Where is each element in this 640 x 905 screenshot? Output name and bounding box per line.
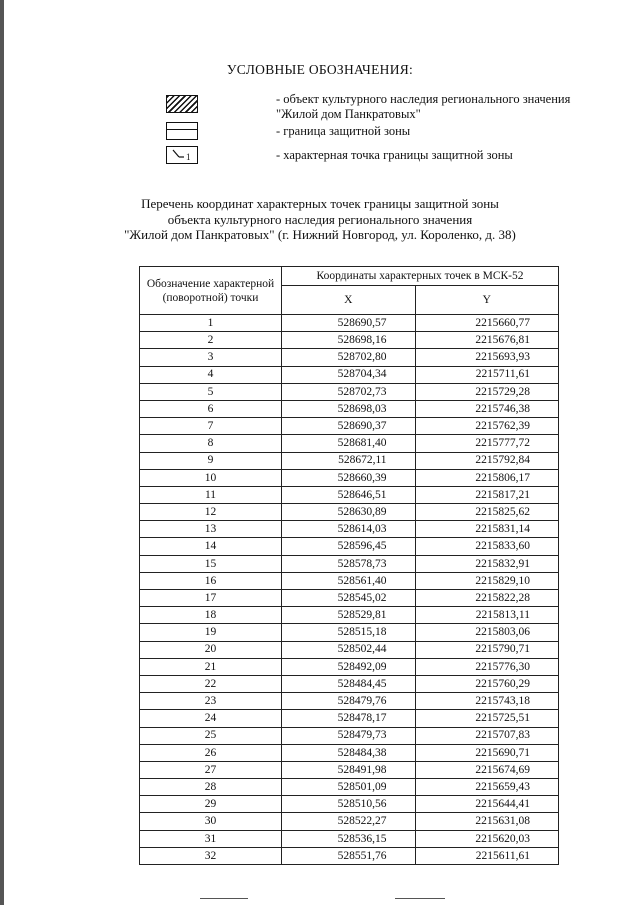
y-coordinate-cell: 2215776,30 [415,658,558,675]
table-row [140,624,559,641]
point-number-cell: 28 [140,779,282,796]
boundary-point-icon [166,146,198,164]
table-row [140,366,559,383]
table-row [140,486,559,503]
y-coordinate-cell: 2215729,28 [415,383,558,400]
y-coordinate-cell: 2215660,77 [415,315,558,332]
y-coordinate-cell: 2215825,62 [415,504,558,521]
coordinates-list-title [0,196,640,243]
x-coordinate-cell: 528578,73 [282,555,416,572]
point-number-cell: 12 [140,504,282,521]
x-coordinate-cell: 528492,09 [282,658,416,675]
x-coordinate-cell: 528672,11 [282,452,416,469]
x-coordinate-cell: 528646,51 [282,486,416,503]
header-coordinates: Координаты характерных точек в МСК-52 [282,267,559,286]
point-number-cell: 23 [140,693,282,710]
y-coordinate-cell: 2215792,84 [415,452,558,469]
table-row [140,847,559,864]
y-coordinate-cell: 2215631,08 [415,813,558,830]
y-coordinate-cell: 2215831,14 [415,521,558,538]
table-row [140,779,559,796]
x-coordinate-cell: 528698,16 [282,332,416,349]
y-coordinate-cell: 2215762,39 [415,418,558,435]
table-row [140,796,559,813]
y-coordinate-cell: 2215674,69 [415,761,558,778]
x-coordinate-cell: 528551,76 [282,847,416,864]
x-coordinate-cell: 528681,40 [282,435,416,452]
table-row [140,675,559,692]
point-number-cell: 9 [140,452,282,469]
x-coordinate-cell: 528529,81 [282,607,416,624]
y-coordinate-cell: 2215644,41 [415,796,558,813]
point-number-cell: 4 [140,366,282,383]
point-number-cell: 14 [140,538,282,555]
x-coordinate-cell: 528702,80 [282,349,416,366]
x-coordinate-cell: 528545,02 [282,590,416,607]
point-number-cell: 26 [140,744,282,761]
table-row [140,521,559,538]
table-row [140,727,559,744]
x-coordinate-cell: 528614,03 [282,521,416,538]
y-coordinate-cell: 2215693,93 [415,349,558,366]
table-row [140,452,559,469]
coordinates-table [139,266,559,865]
list-title-line-1: Перечень координат характерных точек границы защитной зоны [141,196,499,211]
y-coordinate-cell: 2215760,29 [415,675,558,692]
table-row [140,761,559,778]
point-number-cell: 21 [140,658,282,675]
y-coordinate-cell: 2215777,72 [415,435,558,452]
point-number-cell: 30 [140,813,282,830]
y-coordinate-cell: 2215829,10 [415,572,558,589]
x-coordinate-cell: 528536,15 [282,830,416,847]
page-edge [0,0,4,905]
x-coordinate-cell: 528596,45 [282,538,416,555]
x-coordinate-cell: 528660,39 [282,469,416,486]
y-coordinate-cell: 2215620,03 [415,830,558,847]
table-row [140,332,559,349]
x-coordinate-cell: 528502,44 [282,641,416,658]
point-number-cell: 17 [140,590,282,607]
table-row [140,830,559,847]
y-coordinate-cell: 2215711,61 [415,366,558,383]
table-row [140,693,559,710]
x-coordinate-cell: 528510,56 [282,796,416,813]
y-coordinate-cell: 2215707,83 [415,727,558,744]
point-number-cell: 32 [140,847,282,864]
legend-text-zone-boundary: - граница защитной зоны [276,124,411,138]
y-coordinate-cell: 2215790,71 [415,641,558,658]
table-row [140,607,559,624]
table-row [140,641,559,658]
point-number-cell: 24 [140,710,282,727]
point-number-cell: 3 [140,349,282,366]
x-coordinate-cell: 528484,45 [282,675,416,692]
y-coordinate-cell: 2215746,38 [415,400,558,417]
table-row [140,538,559,555]
point-number-cell: 5 [140,383,282,400]
table-row [140,400,559,417]
y-coordinate-cell: 2215743,18 [415,693,558,710]
y-coordinate-cell: 2215822,28 [415,590,558,607]
table-row [140,744,559,761]
header-point-designation: Обозначение характерной (поворотной) точки [140,267,282,315]
legend-text-boundary-point: - характерная точка границы защитной зоны [276,148,513,162]
x-coordinate-cell: 528704,34 [282,366,416,383]
x-coordinate-cell: 528479,76 [282,693,416,710]
table-row [140,383,559,400]
x-coordinate-cell: 528491,98 [282,761,416,778]
x-coordinate-cell: 528478,17 [282,710,416,727]
point-number-cell: 7 [140,418,282,435]
header-y: Y [415,286,558,315]
table-row [140,349,559,366]
table-row [140,572,559,589]
table-row [140,504,559,521]
point-number-cell: 2 [140,332,282,349]
point-number-cell: 15 [140,555,282,572]
y-coordinate-cell: 2215611,61 [415,847,558,864]
point-number-cell: 16 [140,572,282,589]
x-coordinate-cell: 528479,73 [282,727,416,744]
y-coordinate-cell: 2215803,06 [415,624,558,641]
hatched-square-icon [166,95,198,113]
x-coordinate-cell: 528702,73 [282,383,416,400]
point-number-cell: 1 [140,315,282,332]
point-number-cell: 11 [140,486,282,503]
table-row [140,555,559,572]
y-coordinate-cell: 2215725,51 [415,710,558,727]
table-row [140,590,559,607]
y-coordinate-cell: 2215806,17 [415,469,558,486]
point-number-cell: 20 [140,641,282,658]
table-row [140,658,559,675]
table-row [140,315,559,332]
table-row [140,813,559,830]
list-title-line-2: объекта культурного наследия регионального значения [167,211,473,227]
y-coordinate-cell: 2215676,81 [415,332,558,349]
y-coordinate-cell: 2215817,21 [415,486,558,503]
table-row [140,710,559,727]
legend-text-heritage-object: - объект культурного наследия регионального значения "Жилой дом Панкратовых" [276,92,571,121]
point-number-cell: 18 [140,607,282,624]
y-coordinate-cell: 2215832,91 [415,555,558,572]
point-number-cell: 25 [140,727,282,744]
point-number-cell: 22 [140,675,282,692]
point-number-cell: 19 [140,624,282,641]
x-coordinate-cell: 528698,03 [282,400,416,417]
header-x: X [282,286,416,315]
point-number-cell: 13 [140,521,282,538]
bottom-mark-2 [395,898,445,900]
x-coordinate-cell: 528522,27 [282,813,416,830]
y-coordinate-cell: 2215833,60 [415,538,558,555]
point-number-cell: 27 [140,761,282,778]
table-row [140,435,559,452]
y-coordinate-cell: 2215659,43 [415,779,558,796]
x-coordinate-cell: 528484,38 [282,744,416,761]
table-row [140,469,559,486]
point-number-cell: 31 [140,830,282,847]
legend-title: УСЛОВНЫЕ ОБОЗНАЧЕНИЯ: [226,62,414,77]
point-number-cell: 6 [140,400,282,417]
x-coordinate-cell: 528561,40 [282,572,416,589]
point-number-cell: 29 [140,796,282,813]
zone-boundary-icon [166,122,198,140]
point-number-cell: 8 [140,435,282,452]
x-coordinate-cell: 528690,37 [282,418,416,435]
x-coordinate-cell: 528515,18 [282,624,416,641]
y-coordinate-cell: 2215813,11 [415,607,558,624]
boundary-point-marker: 1 [186,152,191,162]
x-coordinate-cell: 528690,57 [282,315,416,332]
x-coordinate-cell: 528501,09 [282,779,416,796]
table-row [140,418,559,435]
list-title-line-3: "Жилой дом Панкратовых" (г. Нижний Новгород, ул. Короленко, д. 38) [124,227,516,242]
bottom-mark-1 [200,898,248,900]
y-coordinate-cell: 2215690,71 [415,744,558,761]
point-number-cell: 10 [140,469,282,486]
x-coordinate-cell: 528630,89 [282,504,416,521]
